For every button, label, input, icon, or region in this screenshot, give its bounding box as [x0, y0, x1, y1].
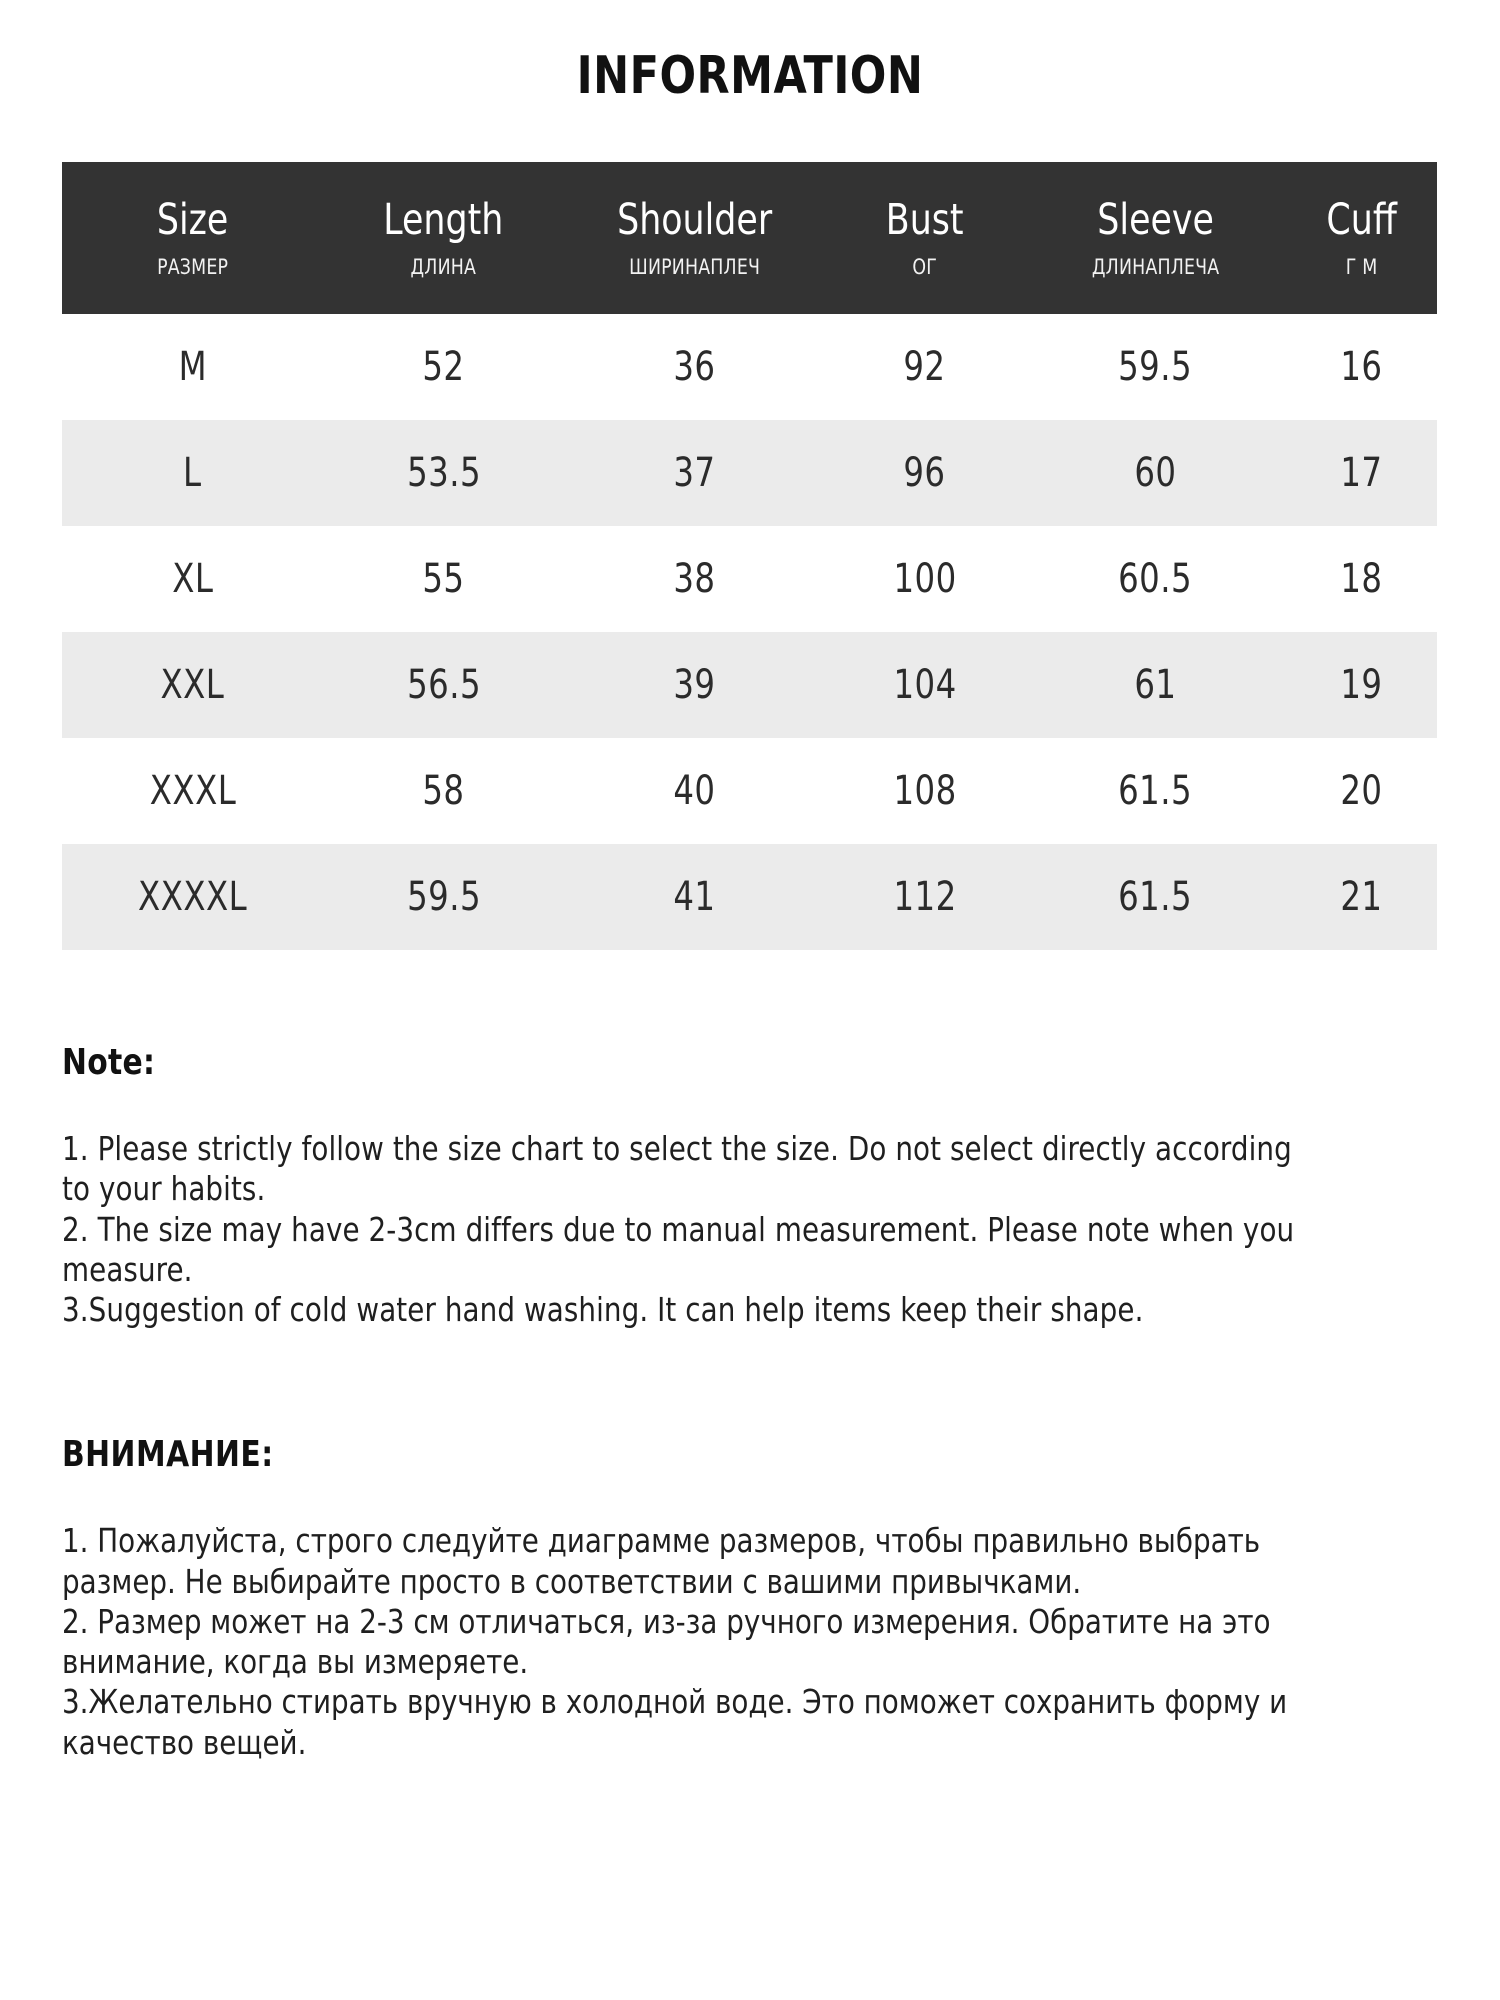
column-header-size: [62, 162, 323, 314]
cell-cuff: [1286, 844, 1437, 950]
cell-size: [62, 420, 323, 526]
cell-length: [323, 632, 564, 738]
table-row: [62, 632, 1437, 738]
table-row: [62, 420, 1437, 526]
cell-value: XL: [172, 556, 214, 602]
column-header-cuff-en: Cuff: [1326, 194, 1397, 245]
cell-value: 108: [893, 768, 957, 814]
column-header-cuff: [1286, 162, 1437, 314]
cell-length: [323, 738, 564, 844]
cell-value: XXXXL: [138, 874, 248, 920]
cell-value: 55: [422, 556, 465, 602]
column-header-length-ru: ДЛИНА: [410, 255, 477, 280]
cell-cuff: [1286, 632, 1437, 738]
cell-value: 36: [673, 344, 716, 390]
cell-value: 104: [893, 662, 957, 708]
cell-value: 39: [673, 662, 716, 708]
table-header: [62, 162, 1437, 314]
cell-value: 100: [893, 556, 957, 602]
cell-value: XXXL: [149, 768, 236, 814]
cell-value: 17: [1340, 450, 1383, 496]
size-chart-table: [62, 162, 1437, 950]
cell-bust: [825, 314, 1024, 420]
notes-russian-heading: ВНИМАНИЕ:: [62, 1434, 274, 1476]
cell-value: 112: [893, 874, 957, 920]
cell-value: 60: [1134, 450, 1177, 496]
cell-bust: [825, 526, 1024, 632]
column-header-cuff-ru: Г М: [1345, 255, 1378, 280]
table-row: [62, 526, 1437, 632]
cell-length: [323, 420, 564, 526]
cell-bust: [825, 738, 1024, 844]
cell-size: [62, 738, 323, 844]
note-line: 2. Размер может на 2-3 см отличаться, из-за ручного измерения. Обратите на это внимание, когда вы измеряете.: [62, 1601, 1271, 1681]
cell-shoulder: [564, 738, 825, 844]
notes-english-heading: Note:: [62, 1042, 156, 1083]
notes-english-section: [62, 1042, 1438, 1330]
cell-value: 37: [673, 450, 716, 496]
column-header-size-en: Size: [156, 194, 229, 245]
notes-english-body: [62, 1129, 1402, 1330]
cell-value: 59.5: [1118, 344, 1193, 390]
note-line: 3.Желательно стирать вручную в холодной воде. Это поможет сохранить форму и качество вещей.: [62, 1682, 1288, 1762]
table-body: [62, 314, 1437, 950]
cell-sleeve: [1025, 844, 1286, 950]
cell-bust: [825, 844, 1024, 950]
cell-shoulder: [564, 314, 825, 420]
note-line: 1. Please strictly follow the size chart to select the size. Do not select directly according to your habits.: [62, 1129, 1292, 1209]
cell-bust: [825, 632, 1024, 738]
cell-sleeve: [1025, 632, 1286, 738]
cell-value: 92: [903, 344, 946, 390]
cell-shoulder: [564, 526, 825, 632]
cell-value: 40: [673, 768, 716, 814]
cell-size: [62, 632, 323, 738]
cell-value: 18: [1340, 556, 1383, 602]
table-header-row: [62, 162, 1437, 314]
cell-value: 19: [1340, 662, 1383, 708]
column-header-sleeve-ru: ДЛИНАПЛЕЧА: [1091, 255, 1219, 280]
column-header-bust-en: Bust: [885, 194, 964, 245]
column-header-size-ru: РАЗМЕР: [157, 255, 229, 280]
cell-value: 52: [422, 344, 465, 390]
cell-sleeve: [1025, 526, 1286, 632]
notes-russian-section: [62, 1434, 1438, 1763]
column-header-shoulder-en: Shoulder: [616, 194, 773, 245]
cell-shoulder: [564, 420, 825, 526]
cell-shoulder: [564, 632, 825, 738]
cell-bust: [825, 420, 1024, 526]
cell-value: L: [183, 450, 202, 496]
cell-value: 56.5: [406, 662, 481, 708]
cell-cuff: [1286, 420, 1437, 526]
cell-value: 61.5: [1118, 768, 1193, 814]
cell-cuff: [1286, 314, 1437, 420]
column-header-shoulder: [564, 162, 825, 314]
cell-value: 16: [1340, 344, 1383, 390]
cell-length: [323, 314, 564, 420]
cell-value: 60.5: [1118, 556, 1193, 602]
cell-size: [62, 526, 323, 632]
cell-value: 41: [673, 874, 716, 920]
cell-value: 21: [1340, 874, 1383, 920]
column-header-bust: [825, 162, 1024, 314]
column-header-shoulder-ru: ШИРИНАПЛЕЧ: [629, 255, 760, 280]
cell-size: [62, 314, 323, 420]
table-row: [62, 738, 1437, 844]
column-header-length-en: Length: [383, 194, 504, 245]
cell-sleeve: [1025, 420, 1286, 526]
notes-russian-body: [62, 1521, 1412, 1763]
cell-value: 61.5: [1118, 874, 1193, 920]
cell-size: [62, 844, 323, 950]
page-title: INFORMATION: [576, 46, 924, 106]
cell-value: 38: [673, 556, 716, 602]
note-line: 3.Suggestion of cold water hand washing. It can help items keep their shape.: [62, 1290, 1144, 1329]
cell-value: M: [178, 344, 207, 390]
note-line: 2. The size may have 2-3cm differs due to manual measurement. Please note when you measure.: [62, 1209, 1295, 1289]
cell-value: 20: [1340, 768, 1383, 814]
column-header-sleeve-en: Sleeve: [1096, 194, 1214, 245]
column-header-bust-ru: ОГ: [912, 255, 938, 280]
table-row: [62, 844, 1437, 950]
cell-length: [323, 526, 564, 632]
size-chart-container: [62, 162, 1437, 950]
cell-cuff: [1286, 526, 1437, 632]
cell-length: [323, 844, 564, 950]
cell-shoulder: [564, 844, 825, 950]
cell-value: 59.5: [406, 874, 481, 920]
cell-value: 96: [903, 450, 946, 496]
cell-cuff: [1286, 738, 1437, 844]
column-header-sleeve: [1025, 162, 1286, 314]
cell-value: 53.5: [406, 450, 481, 496]
cell-value: 61: [1134, 662, 1177, 708]
column-header-length: [323, 162, 564, 314]
note-line: 1. Пожалуйста, строго следуйте диаграмме размеров, чтобы правильно выбрать размер. Не выбирайте просто в соответствии с вашими привычками.: [62, 1521, 1261, 1601]
table-row: [62, 314, 1437, 420]
cell-sleeve: [1025, 738, 1286, 844]
cell-value: XXL: [160, 662, 225, 708]
cell-sleeve: [1025, 314, 1286, 420]
cell-value: 58: [422, 768, 465, 814]
